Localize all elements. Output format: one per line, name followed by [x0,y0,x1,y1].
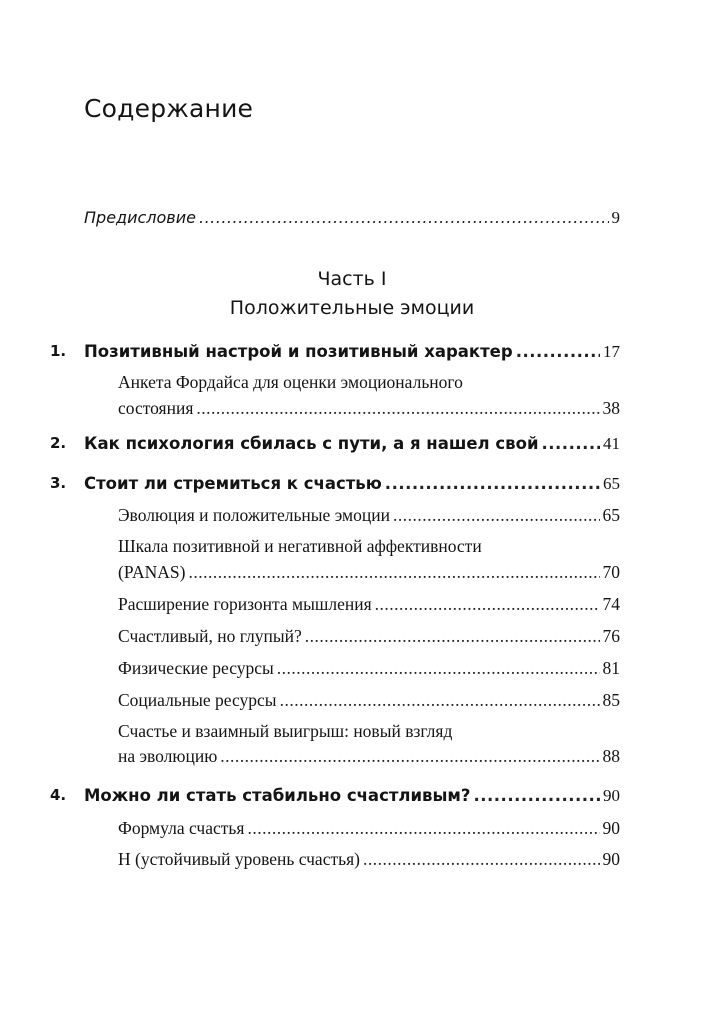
subentry-title: на эволюцию [118,746,218,766]
subentry-title: Формула счастья [118,818,245,838]
page-number: 70 [602,562,620,582]
page-number: 76 [602,626,620,646]
toc-chapter-3[interactable] [50,474,620,494]
chapter-title: Позитивный настрой и позитивный характер [84,342,513,361]
dot-leader [199,208,609,227]
subentry-title: Н (устойчивый уровень счастья) [118,849,360,869]
subentry-title: Расширение горизонта мышления [118,594,372,614]
dot-leader [516,342,600,361]
subentry-title: (PANAS) [118,562,186,582]
subentry-title: Физические ресурсы [118,658,274,678]
part-title: Положительные эмоции [229,297,475,319]
page-number: 65 [602,505,620,525]
toc-chapter-1[interactable] [50,342,620,362]
toc-subentry[interactable] [118,626,620,647]
chapter-number: 1. [50,342,67,360]
dot-leader [196,398,599,419]
page-number: 74 [602,594,620,614]
page-number: 90 [602,818,620,838]
subentry-title: Социальные ресурсы [118,690,277,710]
page-number: 85 [602,690,620,710]
chapter-title: Можно ли стать стабильно счастливым? [84,786,471,805]
page-number: 81 [602,658,620,678]
chapter-title: Стоит ли стремиться к счастью [84,474,382,493]
subentry-first-line: Шкала позитивной и негативной аффективности [118,536,482,556]
chapter-number: 3. [50,474,67,492]
toc-subentry[interactable] [118,594,620,615]
page-number: 90 [602,849,620,869]
toc-subentry[interactable] [118,746,620,767]
entry-title: Предисловие [84,208,196,227]
toc-subentry[interactable] [118,562,620,583]
chapter-title: Как психология сбилась с пути, а я нашел свой [84,434,539,453]
page-number: 9 [611,208,620,227]
dot-leader [385,474,600,493]
page-number: 17 [603,342,620,361]
toc-subentry[interactable] [118,818,620,839]
dot-leader [393,505,600,526]
dot-leader [363,849,600,870]
page-number: 90 [603,786,620,805]
part-number: Часть I [317,268,387,290]
dot-leader [277,658,600,679]
chapter-number: 4. [50,786,67,804]
dot-leader [542,434,601,453]
dot-leader [220,746,599,767]
subentry-first-line: Анкета Фордайса для оценки эмоционального [118,372,463,392]
toc-chapter-2[interactable] [50,434,620,454]
toc-subentry[interactable] [118,849,620,870]
toc-entry-preface[interactable] [84,208,620,228]
dot-leader [188,562,599,583]
subentry-title: Эволюция и положительные эмоции [118,505,390,525]
subentry-title: состояния [118,398,194,418]
dot-leader [280,690,600,711]
page-title: Содержание [84,94,254,123]
dot-leader [473,786,600,805]
chapter-number: 2. [50,434,67,452]
toc-subentry[interactable] [118,690,620,711]
subentry-first-line: Счастье и взаимный выигрыш: новый взгляд [118,721,453,741]
dot-leader [247,818,599,839]
toc-chapter-4[interactable] [50,786,620,806]
page-number: 88 [602,746,620,766]
toc-subentry[interactable] [118,505,620,526]
page-number: 65 [603,474,620,493]
toc-subentry[interactable] [118,658,620,679]
subentry-title: Счастливый, но глупый? [118,626,302,646]
dot-leader [305,626,600,647]
page-number: 41 [603,434,620,453]
dot-leader [375,594,600,615]
toc-subentry[interactable] [118,398,620,419]
page-number: 38 [602,398,620,418]
